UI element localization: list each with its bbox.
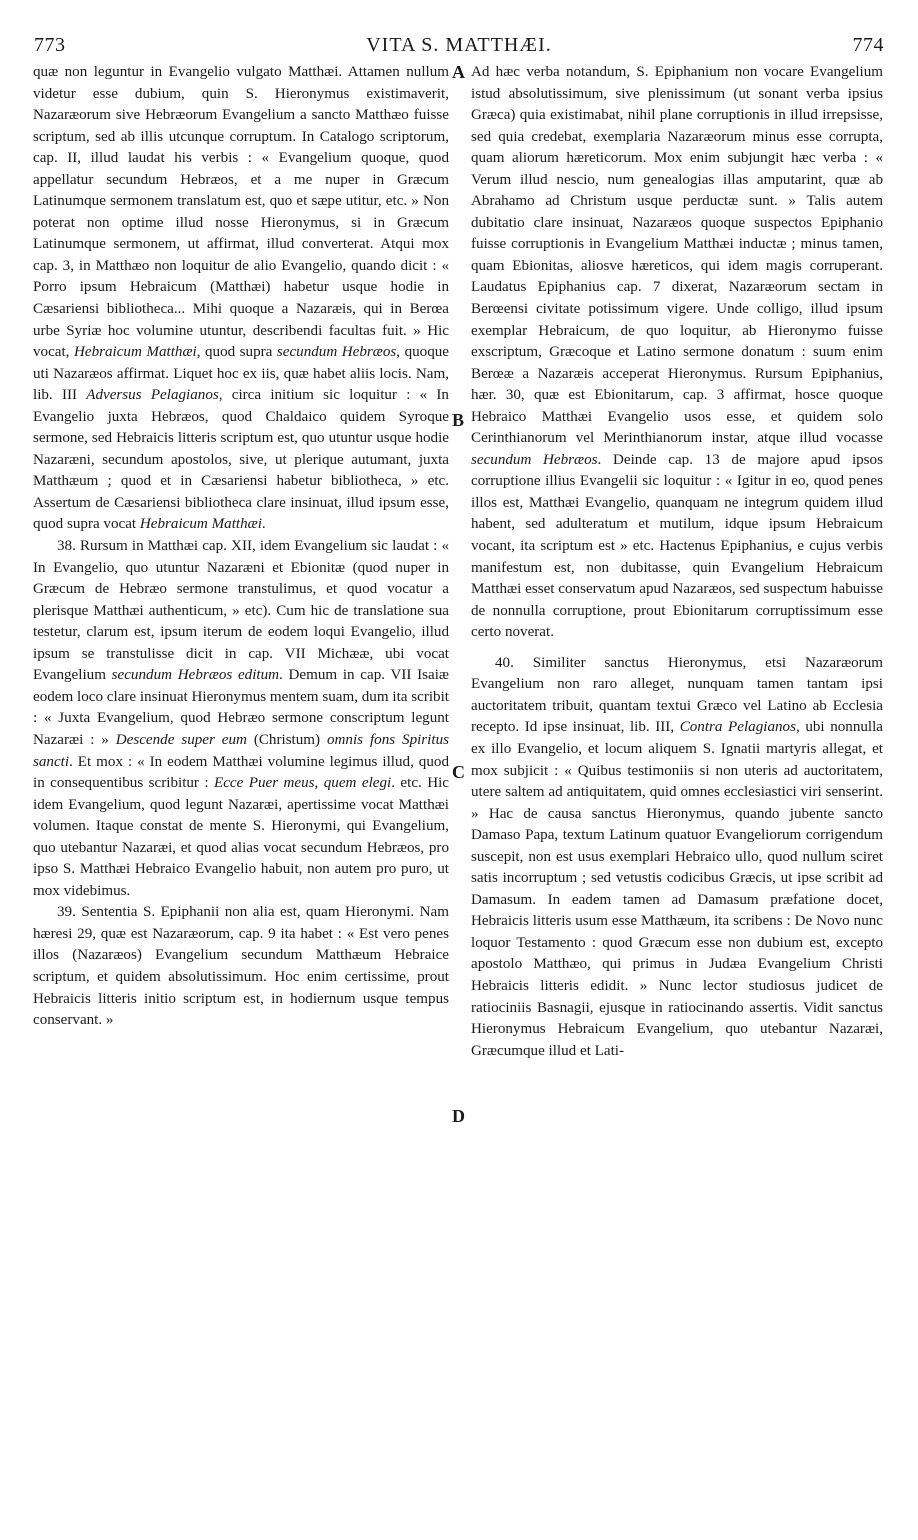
paragraph-38: 38. Rursum in Matthæi cap. XII, idem Evangelium sic laudat : « In Evangelio, quo utuntur Nazaræni et Ebionitæ (quod nuper in Græcum de Hebræo sermone transtulimus, et quod vocatur a plerisque Matthæi authenticum, » etc). Cum hic de translatione sua testetur, clarum est, ipsum iterum de eodem loqui Evangelio, illud ipsum se transtulisse dicit in cap. VII Michææ, ubi vocat Evangelium secundum Hebræos editum. Demum in cap. VII Isaiæ eodem loco clare insinuat Hieronymus mentem suam, dum ita scribit : « Juxta Evangelium, quod Hebræo sermone conscriptum legunt Nazaræi : » Descende super eum (Christum) omnis fons Spiritus sancti. Et mox : « In eodem Matthæi volumine legimus illud, quod in consequentibus scribitur : Ecce Puer meus, quem elegi. etc. Hic idem Evangelium, quod legunt Nazaræi, apertissime vocat Matthæi volumen. Itaque constat de mente S. Hieronymi, qui Evangelium, quo utebantur Nazaræi, et quod alias vocat secundum Hebræos, pro ipso S. Matthæi Hebraico Evangelio habuit, non autem pro puro, ut mox videbimus.	[33, 538, 450, 899]
right-column	[471, 62, 883, 1062]
paragraph-39: 39. Sententia S. Epiphanii non alia est, quam Hieronymi. Nam hæresi 29, quæ est Nazaræorum, cap. 9 ita habet : « Est vero penes illos (Nazaræos) Evangelium secundum Matthæum Hebraice scriptum, et quidem absolutissimum. Hoc enim certissime, prout Hebraicis litteris initio scriptum est, in hodiernum usque tempus conservant. »	[33, 904, 449, 1029]
running-header	[34, 34, 884, 64]
margin-marker-b: B	[452, 410, 465, 430]
margin-marker-d: D	[452, 1106, 465, 1126]
margin-marker-a: A	[452, 62, 465, 82]
page-number-right: 774	[852, 34, 884, 56]
paragraph-40: 40. Similiter sanctus Hieronymus, etsi Nazaræorum Evangelium non raro alleget, nunquam tamen tantam ipsi auctoritatem tribuit, quantam textui Græco vel Latino ab Ecclesia recepto. Id ipse insinuat, lib. III, Contra Pelagianos, ubi nonnulla ex illo Evangelio, et locum aliquem S. Ignatii martyris allegat, et mox subjicit : « Quibus testimoniis si non uteris ad auctoritatem, utere saltem ad antiquitatem, quid omnes ecclesiastici viri senserint. » Hac de causa sanctus Hieronymus, quando jubente sancto Damaso Papa, textum Latinum quatuor Evangeliorum corrigendum suscepit, non est usus exemplari Hebraico ullo, quod nullum sciret satis incorruptum ; sed vetustis codicibus Græcis, ut ipse scribit ad Damasum. In eadem tamen ad Damasum præfatione docet, Hebraicis litteris usum esse Matthæum, ita scribens : De Novo nunc loquor Testamento : quod Græcum esse non dubium est, excepto apostolo Matthæo, qui primus in Judæa Evangelium Christi Hebraicis litteris edidit. » Nunc lector studiosus judicet de ratiociniis Basnagii, ejusque in ratiocinando assertis. Vidit sanctus Hieronymus Hebraicum Evangelium, quo utebantur Nazaræi, Græcumque illud et Lati-	[471, 654, 884, 1059]
paragraph-continuation: quæ non leguntur in Evangelio vulgato Matthæi. Attamen nullum videtur esse dubium, quin S. Hieronymus existimaverit, Nazaræorum sive Hebræorum Evangelium a sancto Matthæo fuisse scriptum, sed ab illis utcunque corruptum. In Catalogo scriptorum, cap. II, illud laudat his verbis : « Evangelium quoque, quod appellatur secundum Hebræos, et a me nuper in Græcum Latinumque sermonem translatum est, quo et sæpe utitur, etc. » Non poterat non optime illud nosse Hieronymus, si in Græcum Latinumque sermonem, ut affirmat, illud converterat. Atqui mox cap. 3, in Matthæo non loquitur de alio Evangelio, quando dicit : « Porro ipsum Hebraicum (Matthæi) habetur usque hodie in Cæsariensi bibliotheca... Mihi quoque a Nazaræis, qui in Berœa urbe Syriæ hoc volumine utuntur, describendi facultas fuit. » Hic vocat, Hebraicum Matthæi, quod supra secundum Hebræos, quoque uti Nazaræos affirmat. Liquet hoc ex iis, quæ habet aliis locis. Nam, lib. III Adversus Pelagianos, circa initium sic loquitur : « In Evangelio juxta Hebræos, quod Chaldaico quidem Syroque sermone, sed Hebraicis litteris scriptum est, quo utuntur usque hodie Nazaræni, secundum apostolos, sive, ut plerique autumant, juxta Matthæum ; quod et in Cæsariensi habetur bibliotheca, » etc. Assertum de Cæsariensi bibliotheca clare insinuat, illud ipsum esse, quod supra vocat Hebraicum Matthæi.	[33, 64, 449, 533]
running-title: VITA S. MATTHÆI.	[366, 34, 552, 56]
margin-marker-c: C	[452, 762, 465, 782]
left-column	[33, 62, 449, 1032]
page-number-left: 773	[34, 34, 66, 56]
paragraph-continuation-right: Ad hæc verba notandum, S. Epiphanium non vocare Evangelium istud absolutissimum, sive plenissimum (ut sonant verba ipsius Græca) quia existimabat, nihil plane corruptionis in illud irrepsisse, sed quia credebat, exemplaria Nazaræorum minus esse corrupta, quam aliorum hæreticorum. Mox enim subjungit hæc verba : « Verum illud nescio, num genealogias illas amputarint, quæ ab Abrahamo ad Christum usque perductæ sunt. » Talis autem dubitatio clare insinuat, Nazaræos quoque suspectos Epiphanio fuisse corruptionis in Evangelium Matthæi inductæ ; minus tamen, quam Ebionitas, aliosve hæreticos, qui idem magis corruperant. Laudatus Epiphanius cap. 7 dixerat, Nazaræorum sectam in Berœensi civitate potissimum vigere. Unde colligo, illud ipsum exemplar Hebraicum, de quo loquitur, ab Hieronymo fuisse exscriptum, Græcoque et Latino sermone donatum : suum enim Berœæ a Nazaræis acceperat Hieronymus. Rursum Epiphanius, hær. 30, quæ est Ebionitarum, cap. 3 affirmat, hosce quoque Hebraico Matthæi Evangelio usos esse, et quidem solo Cerinthianorum vel Merinthianorum instar, atque illud vocasse secundum Hebræos. Deinde cap. 13 de majore apud ipsos corruptione illius Evangelii sic loquitur : « Igitur in eo, quod penes illos est, Matthæi Evangelio, quanquam ne integrum quidem illud habent, sed adulteratum et mutilum, idque ipsum Hebraicum vocant, ita scriptum est » etc. Hactenus Epiphanius, e cujus verbis manifestum est, non dubitasse, quin Evangelium Hebraicum Matthæi esset conservatum apud Nazaræos, sed suspectum habuisse de nonnulla corruptione, prout Ebionitarum corruptissimum esse certo noverat.	[471, 64, 883, 641]
